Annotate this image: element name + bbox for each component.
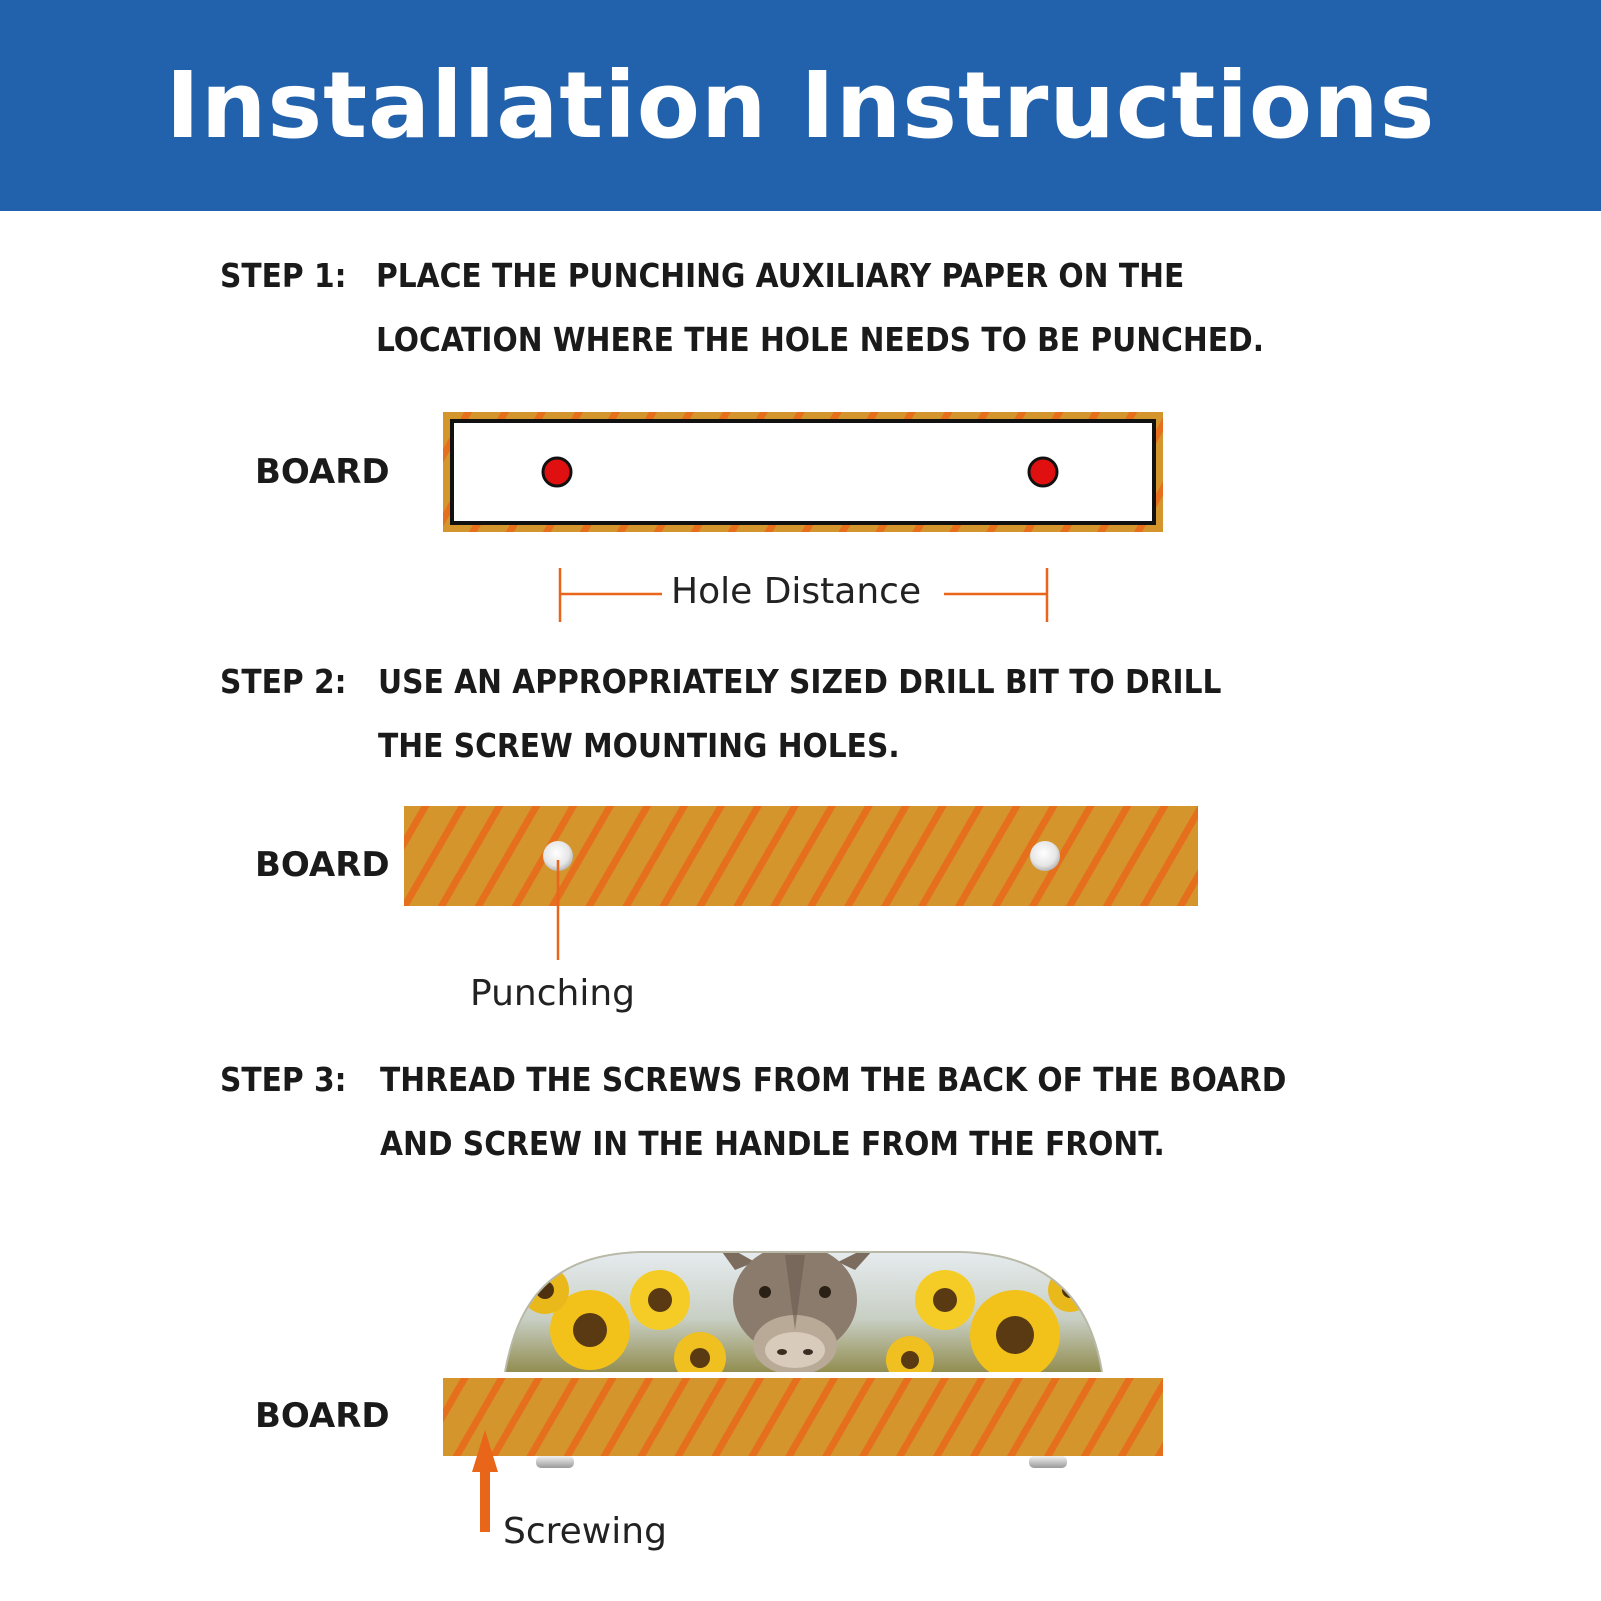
sunflower-icon (970, 1290, 1060, 1380)
step-2-line-1: USE AN APPROPRIATELY SIZED DRILL BIT TO DRILL (378, 662, 1222, 701)
sunflower-icon (1048, 1268, 1092, 1312)
step-2-label: STEP 2: (220, 662, 347, 701)
step-3-board (443, 1378, 1163, 1456)
step-1-line-1: PLACE THE PUNCHING AUXILIARY PAPER ON THE (376, 256, 1185, 295)
screwing-caption: Screwing (503, 1511, 667, 1552)
step-1-board (443, 412, 1163, 532)
board-label-step-3: BOARD (255, 1396, 390, 1436)
step-3-line-2: AND SCREW IN THE HANDLE FROM THE FRONT. (380, 1124, 1165, 1163)
hole-mark-right (1029, 458, 1057, 486)
board-label-step-2: BOARD (255, 845, 390, 885)
screw-head-icon (536, 1456, 574, 1468)
step-3-line-1: THREAD THE SCREWS FROM THE BACK OF THE BOARD (380, 1060, 1287, 1099)
hole-mark-left (543, 458, 571, 486)
sunflower-icon (630, 1270, 690, 1330)
sunflower-icon (674, 1332, 726, 1384)
hole-distance-dimension (560, 568, 1047, 622)
page-title: Installation Instructions (165, 52, 1436, 159)
step-2-board (404, 806, 1198, 960)
screw-head-icon (1029, 1456, 1067, 1468)
step-1-label: STEP 1: (220, 256, 347, 295)
step-2-line-2: THE SCREW MOUNTING HOLES. (378, 726, 900, 765)
step-3-label: STEP 3: (220, 1060, 347, 1099)
drilled-hole-right (1030, 841, 1060, 871)
hole-distance-caption: Hole Distance (671, 571, 922, 612)
sunflower-icon (915, 1270, 975, 1330)
sunflower-icon (886, 1336, 934, 1384)
punching-caption: Punching (470, 973, 635, 1014)
step-1-line-2: LOCATION WHERE THE HOLE NEEDS TO BE PUNCHED. (376, 320, 1264, 359)
board-label-step-1: BOARD (255, 452, 390, 492)
handle-illustration (500, 1238, 1110, 1384)
